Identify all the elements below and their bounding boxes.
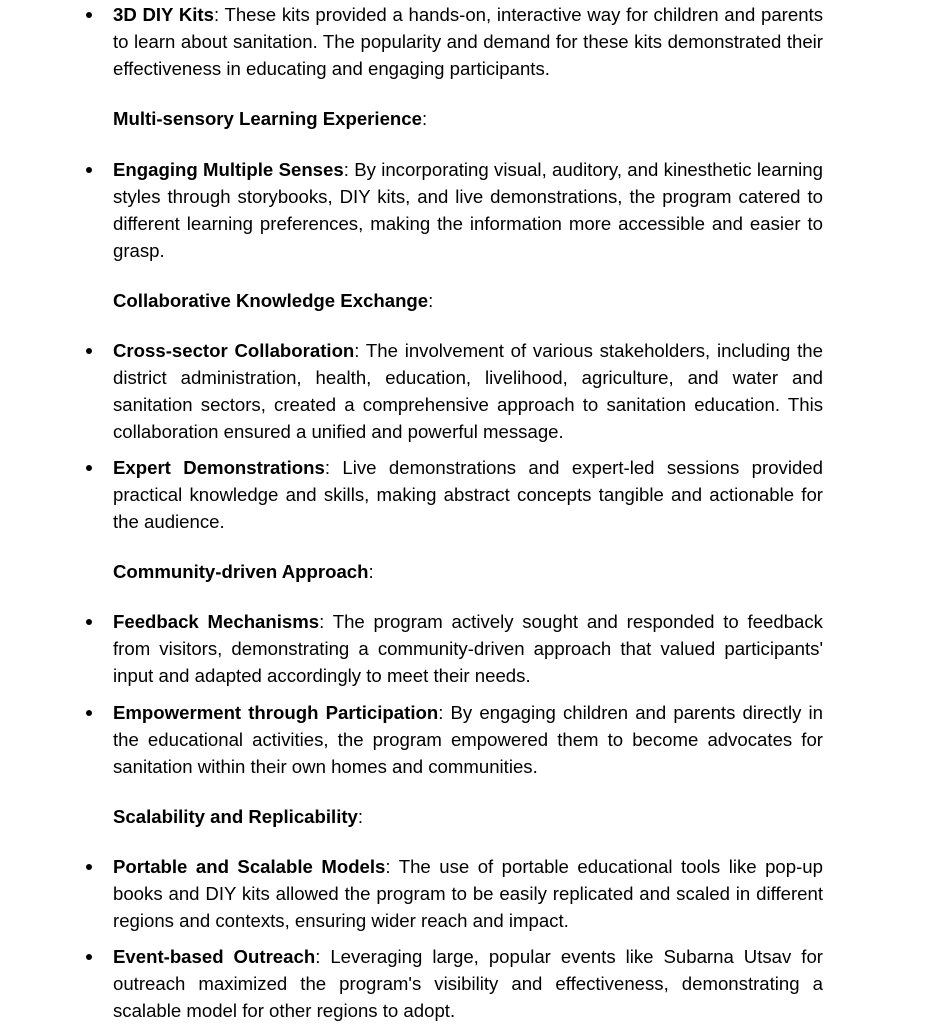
bullet-item-feedback [113, 608, 823, 689]
bullet-text: : Live demonstrations and expert-led sessions provided practical knowledge and skills, making abstract concepts tangible and actionable for the audience. [113, 457, 823, 532]
heading-suffix: : [428, 290, 434, 311]
bullet-term: Engaging Multiple Senses [113, 159, 344, 180]
bullet-text: : By engaging children and parents directly in the educational activities, the program empowered them to become advocates for sanitation within their own homes and communities. [113, 702, 823, 777]
heading-text: Collaborative Knowledge Exchange [113, 290, 429, 311]
heading-suffix: : [421, 108, 428, 129]
bullet-text: : The use of portable educational tools like pop-up books and DIY kits allowed the program to be easily replicated and scaled in different regions and contexts, ensuring wider reach and impact. [113, 856, 823, 931]
section-heading-collaborative [113, 287, 823, 314]
bullet-item-3d-diy-kits [113, 1, 823, 82]
bullet-text: : The program actively sought and responded to feedback from visitors, demonstrating a community-driven approach that valued participants' input and adapted accordingly to meet their needs. [113, 611, 823, 686]
heading-suffix: : [357, 806, 364, 827]
bullet-item-cross-sector [113, 337, 823, 445]
bullet-text: : Leveraging large, popular events like Subarna Utsav for outreach maximized the program's visibility and effectiveness, demonstrating a scalable model for other regions to adopt. [113, 946, 824, 1021]
bullet-term: Expert Demonstrations [113, 457, 325, 478]
section-heading-scalability [113, 803, 823, 830]
bullet-term: 3D DIY Kits [113, 4, 214, 25]
bullet-term: Cross-sector Collaboration [113, 340, 355, 361]
bullet-term: Empowerment through Participation [113, 702, 439, 723]
bullet-term: Portable and Scalable Models [113, 856, 386, 877]
bullet-text: : These kits provided a hands-on, interactive way for children and parents to learn about sanitation. The popularity and demand for these kits demonstrated their effectiveness in educating and engaging participants. [113, 4, 823, 79]
bullet-item-event-outreach [113, 943, 823, 1024]
bullet-item-expert-demos [113, 454, 823, 535]
bullet-term: Feedback Mechanisms [113, 611, 320, 632]
heading-text: Community-driven Approach [113, 561, 369, 582]
heading-text: Multi-sensory Learning Experience [113, 108, 422, 129]
bullet-text: : The involvement of various stakeholders, including the district administration, health, education, livelihood, agriculture, and water and sanitation sectors, created a comprehensive approach to sanitation education. This collaboration ensured a unified and powerful message. [113, 340, 823, 442]
heading-suffix: : [368, 561, 374, 582]
bullet-item-engaging-senses [113, 156, 823, 264]
bullet-item-empowerment [113, 699, 823, 780]
section-heading-multi-sensory [113, 105, 823, 132]
bullet-term: Event-based Outreach [113, 946, 316, 967]
bullet-item-portable-models [113, 853, 823, 934]
section-heading-community [113, 558, 823, 585]
bullet-text: : By incorporating visual, auditory, and kinesthetic learning styles through storybooks, DIY kits, and live demonstrations, the program catered to different learning preferences, making the information more accessible and easier to grasp. [113, 159, 823, 261]
heading-text: Scalability and Replicability [113, 806, 358, 827]
